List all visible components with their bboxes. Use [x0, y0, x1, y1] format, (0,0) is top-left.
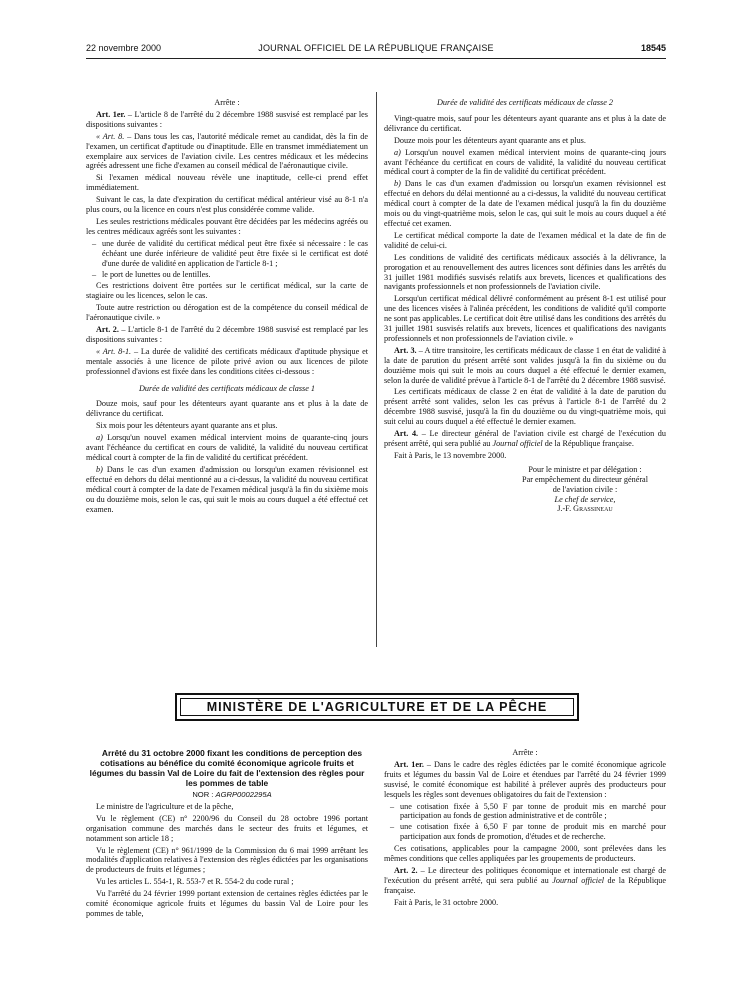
- section-heading-classe-2: Durée de validité des certificats médicaux de classe 2: [437, 98, 613, 107]
- article-text: – Dans le cadre des règles édictées par le comité économique agricole fruits et légumes du bassin Val de Loire et étendues par l'arrêté du 24 février 1999 susvisé, le comité économique est habilité à prélever auprès des producteurs pour lesquels les règles sont devenues obligatoires du fait de l'extension :: [384, 759, 666, 799]
- column-right-bottom: [384, 748, 666, 910]
- item-text: Lorsqu'un nouvel examen médical intervient moins de quarante-cinq jours avant l'échéance du certificat en cours de validité, la validité du nouveau certificat médical court à compter de la fin de validité du certificat précédent.: [86, 433, 368, 462]
- item-text: Dans le cas d'un examen d'admission ou lorsqu'un examen révisionnel est effectué en dehors du délai mentionné au a ci-dessus, la validité du nouveau certificat médical court à compter de la date de l'examen médical jusqu'à la fin du douzième mois ou du vingt-quatrième mois, selon le cas, qui suit le mois au cours duquel a été effectué cet examen.: [384, 179, 666, 228]
- paragraph: Vu le règlement (CE) n° 2200/96 du Conseil du 28 octobre 1996 portant organisation commune des marchés dans le secteur des fruits et légumes, et notamment son article 18 ;: [86, 813, 368, 843]
- item-label: a): [96, 433, 103, 443]
- journal-reference: Journal officiel: [552, 875, 604, 885]
- item-a: [384, 148, 666, 178]
- article-text: – A titre transitoire, les certificats médicaux de classe 1 en état de validité à la date de parution du présent arrêté sont valides jusqu'à la fin du sixième ou du douzième mois qui suit le mois au cours duquel a été effectué le dernier examen, selon la durée de validité prévue à l'article 8-1 de l'arrêté du 2 décembre 1988 susvisé.: [384, 345, 666, 385]
- article-number: Art. 1er.: [394, 759, 424, 769]
- journal-reference: Journal officiel: [492, 439, 543, 448]
- list-item: – le port de lunettes ou de lentilles.: [102, 270, 368, 280]
- item-b: [86, 465, 368, 515]
- list-item: – une durée de validité du certificat médical peut être fixée si nécessaire : le cas échéant une durée inférieure de validité peut être fixée si le certificat est doté d'une durée de validité en application de l'article 8-1 ;: [102, 239, 368, 269]
- paragraph: Douze mois, sauf pour les détenteurs ayant quarante ans et plus à la date de délivrance du certificat.: [86, 399, 368, 419]
- paragraph: Suivant le cas, la date d'expiration du certificat médical antérieur visé au 8-1 n'a plus cours, ou la licence en cours n'est plus considérée comme valide.: [86, 195, 368, 215]
- header-date: 22 novembre 2000: [86, 43, 162, 53]
- fait-a-paris: Fait à Paris, le 31 octobre 2000.: [394, 897, 499, 907]
- article-2: [384, 866, 666, 896]
- paragraph: Vu les articles L. 554-1, R. 553-7 et R. 554-2 du code rural ;: [96, 877, 294, 887]
- article-2: [86, 325, 368, 345]
- list-item: – une cotisation fixée à 5,50 F par tonne de produit mis en marché pour participation au fonds de gestion administrative et de contrôle ;: [400, 802, 666, 822]
- article-text: – Dans tous les cas, l'autorité médicale remet au candidat, dès la fin de l'examen, un certificat d'aptitude ou d'inaptitude. Elle en transmet immédiatement un exemplaire aux services de l'aviation civile. Les centres médicaux et les médecins agréés adressent une fiche d'examen au conseil médical de l'aéronautique civile.: [86, 131, 368, 171]
- page-number: 18545: [640, 43, 666, 53]
- article-text: – L'article 8 de l'arrêté du 2 décembre 1988 susvisé est remplacé par les dispositions suivantes :: [86, 109, 368, 129]
- column-divider: [376, 92, 377, 647]
- item-text: Dans le cas d'un examen d'admission ou lorsqu'un examen révisionnel est effectué en dehors du délai mentionné au a ci-dessus, la validité du nouveau certificat médical court à compter de la date de l'examen médical jusqu'à la fin du sixième mois ou du douzième mois, selon le cas, qui suit le mois au cours duquel a été effectué cet examen.: [86, 464, 368, 514]
- article-number: Art. 2.: [394, 865, 418, 875]
- nor-label: NOR :: [192, 790, 216, 799]
- column-left-bottom: [86, 748, 368, 921]
- item-b: [384, 179, 666, 229]
- article-1: [384, 760, 666, 800]
- paragraph: Les conditions de validité des certificats médicaux associés à la délivrance, la prorogation et au renouvellement des autres licences sont définies dans les arrêtés du 31 juillet 1981 modifiés susvisés relatifs aux brevets, licences et qualifications des navigants professionnels et non professionnels de l'aviation civile.: [384, 252, 666, 292]
- paragraph: Vu l'arrêté du 24 février 1999 portant extension de certaines règles édictées par le comité économique agricole fruits et légumes du bassin Val de Loire pour les pommes de table,: [86, 889, 368, 918]
- signature-block: [504, 465, 666, 515]
- article-number: Art. 2.: [96, 325, 119, 335]
- paragraph: Vu le règlement (CE) n° 961/1999 de la Commission du 6 mai 1999 arrêtant les modalités d'application relatives à l'extension des règles édictées par les organisations de producteurs de fruits et légumes ;: [86, 845, 368, 875]
- article-8: [86, 132, 368, 172]
- signatory-name: J.-F. Grassineau: [557, 504, 613, 514]
- arrete-title: Arrêté du 31 octobre 2000 fixant les conditions de perception des cotisations au bénéfice du comité économique agricole fruits et légumes du bassin Val de Loire du fait de l'extension des règles pour les pommes de table: [89, 748, 365, 788]
- paragraph: Ces cotisations, applicables pour la campagne 2000, sont prélevées dans les mêmes conditions que celles appliquées par les groupements de producteurs.: [384, 844, 666, 864]
- signature-line: Par empêchement du directeur général: [522, 474, 648, 484]
- article-3: [384, 346, 666, 386]
- paragraph: Toute autre restriction ou dérogation est de la compétence du conseil médical de l'aéronautique civile. »: [86, 303, 368, 323]
- article-text: – Le directeur général de l'aviation civile est chargé de l'exécution du présent arrêté, qui sera publié au: [384, 429, 666, 448]
- article-number: « Art. 8-1.: [96, 346, 132, 356]
- arrete-label: Arrête :: [512, 748, 538, 757]
- article-number: Art. 4.: [394, 429, 419, 439]
- ministry-title: MINISTÈRE DE L'AGRICULTURE ET DE LA PÊCHE: [180, 698, 574, 716]
- list-item: – une cotisation fixée à 6,50 F par tonne de produit mis en marché pour participation aux fonds de promotion, d'études et de recherche.: [400, 822, 666, 842]
- paragraph: Le certificat médical comporte la date de l'examen médical et la date de fin de validité de celui-ci.: [384, 230, 666, 250]
- arrete-label: Arrête :: [214, 98, 240, 107]
- signature-line: de l'aviation civile :: [552, 484, 618, 494]
- journal-title: JOURNAL OFFICIEL DE LA RÉPUBLIQUE FRANÇAISE: [258, 43, 494, 53]
- ministry-banner: [175, 693, 579, 721]
- nor-reference: [86, 790, 368, 800]
- paragraph: Les seules restrictions médicales pouvant être décidées par les médecins agréés ou les centres médicaux agréés sont les suivantes :: [86, 216, 368, 236]
- column-right-top: [384, 98, 666, 514]
- item-label: b): [96, 464, 103, 474]
- cotisations-list: [384, 802, 666, 843]
- item-label: b): [394, 179, 401, 189]
- article-text: de la République française.: [384, 875, 666, 895]
- fait-a-paris: Fait à Paris, le 13 novembre 2000.: [394, 450, 507, 460]
- header-rule: [86, 58, 666, 59]
- paragraph: Si l'examen médical nouveau révèle une inaptitude, celle-ci prend effet immédiatement.: [86, 173, 368, 193]
- paragraph: Ces restrictions doivent être portées sur le certificat médical, sur la carte de stagiaire ou les licences, selon le cas.: [86, 281, 368, 301]
- item-a: [86, 433, 368, 463]
- item-label: a): [394, 147, 401, 157]
- signature-line: Pour le ministre et par délégation :: [528, 464, 642, 474]
- paragraph: Douze mois pour les détenteurs ayant quarante ans et plus.: [394, 135, 586, 145]
- paragraph: Six mois pour les détenteurs ayant quarante ans et plus.: [96, 421, 278, 431]
- paragraph: Les certificats médicaux de classe 2 en état de validité à la date de parution du présent arrêté sont valides, selon les cas prévus à l'article 8-1 de l'arrêté du 2 décembre 1988 susvisé, jusqu'à la fin du douzième ou du vingt-quatrième mois, qui suit celui au cours duquel a été effectué le dernier examen.: [384, 387, 666, 427]
- restrictions-list: [86, 239, 368, 280]
- column-left-top: [86, 98, 368, 516]
- article-text: – Le directeur des politiques économique et internationale est chargé de l'exécution du présent arrêté, qui sera publié au: [384, 865, 666, 885]
- signature-line: Le chef de service,: [554, 494, 616, 504]
- page-header: [86, 43, 666, 57]
- article-text: – La durée de validité des certificats médicaux d'aptitude physique et mentale associés à une licence de pilote privé avion ou aux licences de pilote professionnel d'avions est fixée dans les conditions citées ci-dessous :: [86, 346, 369, 376]
- article-number: Art. 1er.: [96, 109, 126, 119]
- paragraph: Le ministre de l'agriculture et de la pêche,: [96, 801, 234, 811]
- section-heading-classe-1: Durée de validité des certificats médicaux de classe 1: [139, 383, 315, 393]
- nor-code: AGRP0002295A: [215, 790, 272, 799]
- article-8-1: [86, 347, 368, 377]
- article-4: [384, 429, 666, 449]
- article-text: – L'article 8-1 de l'arrêté du 2 décembre 1988 susvisé est remplacé par les dispositions suivantes :: [86, 325, 368, 344]
- item-text: Lorsqu'un nouvel examen médical intervient moins de quarante-cinq jours avant l'échéance du certificat en cours de validité, la validité du nouveau certificat médical court à compter de la fin de validité du certificat précédent.: [384, 147, 666, 177]
- article-number: Art. 3.: [394, 345, 417, 355]
- paragraph: Lorsqu'un certificat médical délivré conformément au présent 8-1 est utilisé pour une des licences visées à l'alinéa précédent, les conditions de validité qu'il comporte ne sont pas applicables. Le certificat doit être utilisé dans les conditions des arrêtés du 31 juillet 1981 susvisés relatifs aux brevets, licences et qualifications des navigants professionnels et non professionnels de l'aviation civile. »: [384, 294, 666, 343]
- article-text: de la République française.: [542, 439, 634, 448]
- article-number: « Art. 8.: [96, 131, 125, 141]
- paragraph: Vingt-quatre mois, sauf pour les détenteurs ayant quarante ans et plus à la date de délivrance du certificat.: [384, 113, 666, 133]
- article-1: [86, 110, 368, 130]
